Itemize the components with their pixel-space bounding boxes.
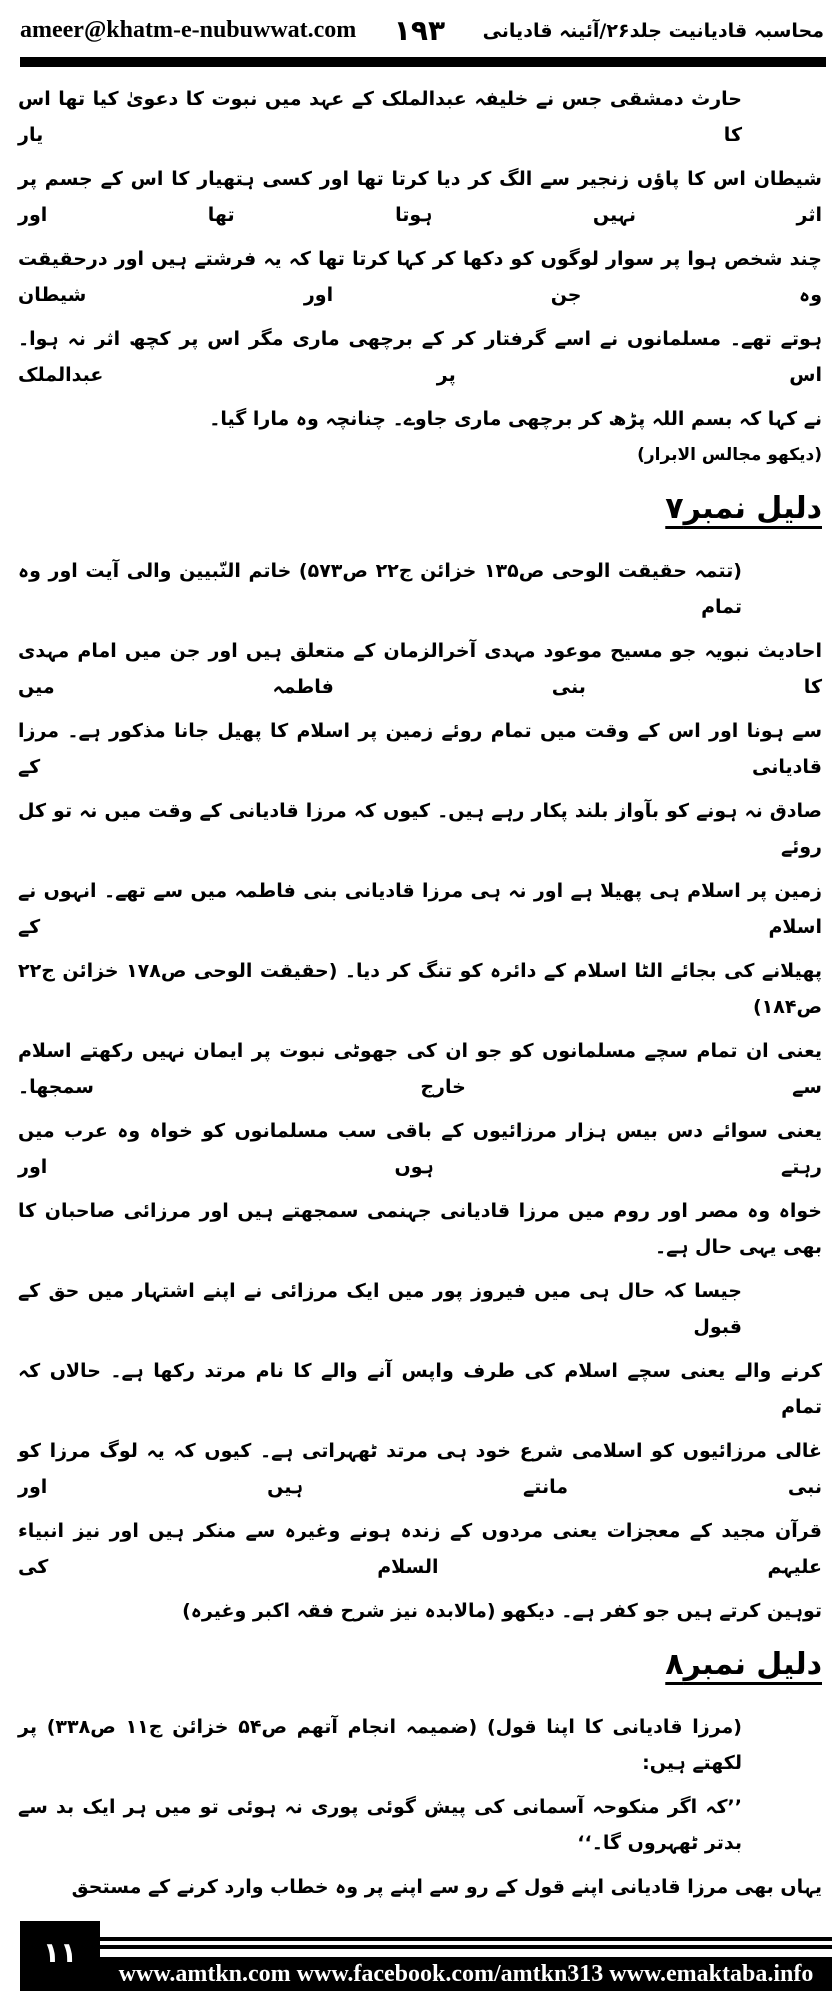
footer-divider <box>100 1937 832 1941</box>
text-line: صادق نہ ہونے کو بآواز بلند پکار رہے ہیں۔ کیوں کہ مرزا قادیانی کے وقت میں نہ تو کل روئے <box>18 800 822 858</box>
text-line: توہین کرتے ہیں جو کفر ہے۔ دیکھو (مالابدہ نیز شرح فقہ اکبر وغیرہ) <box>182 1600 822 1622</box>
text-line: یہاں بھی مرزا قادیانی اپنے قول کے رو سے اپنے پر وہ خطاب وارد کرنے کے مستحق <box>71 1876 822 1898</box>
text-line: (مرزا قادیانی کا اپنا قول) (ضمیمہ انجام آتھم ص۵۴ خزائن ج۱۱ ص۳۳۸) پر لکھتے ہیں: <box>18 1716 742 1774</box>
text-line: کرنے والے یعنی سچے اسلام کی طرف واپس آنے والے کا نام مرتد رکھا ہے۔ حالاں کہ تمام <box>18 1360 822 1418</box>
text-line: (تتمہ حقیقت الوحی ص۱۳۵ خزائن ج۲۲ ص۵۷۳) خاتم النّبیین والی آیت اور وہ تمام <box>18 560 742 618</box>
page-header <box>0 0 840 67</box>
text-line: حارث دمشقی جس نے خلیفہ عبدالملک کے عہد میں نبوت کا دعویٰ کیا تھا اس کا یار <box>18 88 742 146</box>
text-line: سے ہونا اور اس کے وقت میں تمام روئے زمین پر اسلام کا پھیل جانا مذکور ہے۔ مرزا قادیانی کے <box>18 720 822 778</box>
text-line: شیطان اس کا پاؤں زنجیر سے الگ کر دیا کرتا تھا اور کسی ہتھیار کا اس کے جسم پر اثر نہیں ہوتا تھا اور <box>18 168 822 226</box>
footer-divider <box>100 1945 832 1949</box>
page-body <box>0 67 840 1921</box>
header-book-title: محاسبہ قادیانیت جلد۲۶/آئینہ قادیانی <box>482 19 824 42</box>
text-line: احادیث نبویہ جو مسیح موعود مہدی آخرالزمان کے متعلق ہیں اور جن میں امام مہدی کا بنی فاطمہ میں <box>18 640 822 698</box>
footer-page-number: ۱۱ <box>20 1921 100 1991</box>
text-line-content: نے کہا کہ بسم اللہ پڑھ کر برچھی ماری جاوے۔ چنانچہ وہ مارا گیا۔ <box>209 408 822 430</box>
header-email: ameer@khatm-e-nubuwwat.com <box>20 17 357 43</box>
quote-line: ’’کہ اگر منکوحہ آسمانی کی پیش گوئی پوری نہ ہوئی تو میں ہر ایک بد سے بدتر ٹھہروں گا۔‘‘ <box>18 1796 742 1854</box>
text-line: زمین پر اسلام ہی پھیلا ہے اور نہ ہی مرزا قادیانی بنی فاطمہ میں سے تھے۔ انہوں نے اسلام کے <box>18 880 822 938</box>
page-footer <box>0 1921 840 1991</box>
header-page-number: ۱۹۳ <box>393 14 446 47</box>
section-heading: دلیل نمبر۷ <box>665 491 822 526</box>
text-line: چند شخص ہوا پر سوار لوگوں کو دکھا کر کہا کرتا تھا کہ یہ فرشتے ہیں اور درحقیقت وہ جن اور شیطان <box>18 248 822 306</box>
footer-links: www.amtkn.com www.facebook.com/amtkn313 www.emaktaba.info <box>100 1957 832 1991</box>
text-line: یعنی سوائے دس بیس ہزار مرزائیوں کے باقی سب مسلمانوں کو خواہ وہ عرب میں رہتے ہوں اور <box>18 1120 822 1178</box>
section-heading: دلیل نمبر۸ <box>665 1647 822 1682</box>
text-line: جیسا کہ حال ہی میں فیروز پور میں ایک مرزائی نے اپنے اشتہار میں حق کے قبول <box>18 1280 742 1338</box>
reference-citation: (دیکھو مجالس الابرار) <box>637 445 822 465</box>
text-line: یعنی ان تمام سچے مسلمانوں کو جو ان کی جھوٹی نبوت پر ایمان نہیں رکھتے اسلام سے خارج سمجھا۔ <box>18 1040 822 1098</box>
text-line: پھیلانے کی بجائے الٹا اسلام کے دائرہ کو تنگ کر دیا۔ (حقیقت الوحی ص۱۷۸ خزائن ج۲۲ ص۱۸۴) <box>18 960 822 1018</box>
header-divider <box>20 57 826 67</box>
header-row <box>0 0 840 47</box>
text-line: ہوتے تھے۔ مسلمانوں نے اسے گرفتار کر کے برچھی ماری مگر اس پر کچھ اثر نہ ہوا۔ اس پر عبدالملک <box>18 328 822 386</box>
text-line: غالی مرزائیوں کو اسلامی شرع خود ہی مرتد ٹھہراتی ہے۔ کیوں کہ یہ لوگ مرزا کو نبی مانتے ہیں اور <box>18 1440 822 1498</box>
text-line: خواہ وہ مصر اور روم میں مرزا قادیانی جہنمی سمجھتے ہیں اور مرزائی صاحبان کا بھی یہی حال ہے۔ <box>18 1200 822 1258</box>
text-line: قرآن مجید کے معجزات یعنی مردوں کے زندہ ہونے وغیرہ سے منکر ہیں اور نیز انبیاء علیہم السلام کی <box>18 1520 822 1578</box>
text-line-with-reference <box>18 401 822 473</box>
